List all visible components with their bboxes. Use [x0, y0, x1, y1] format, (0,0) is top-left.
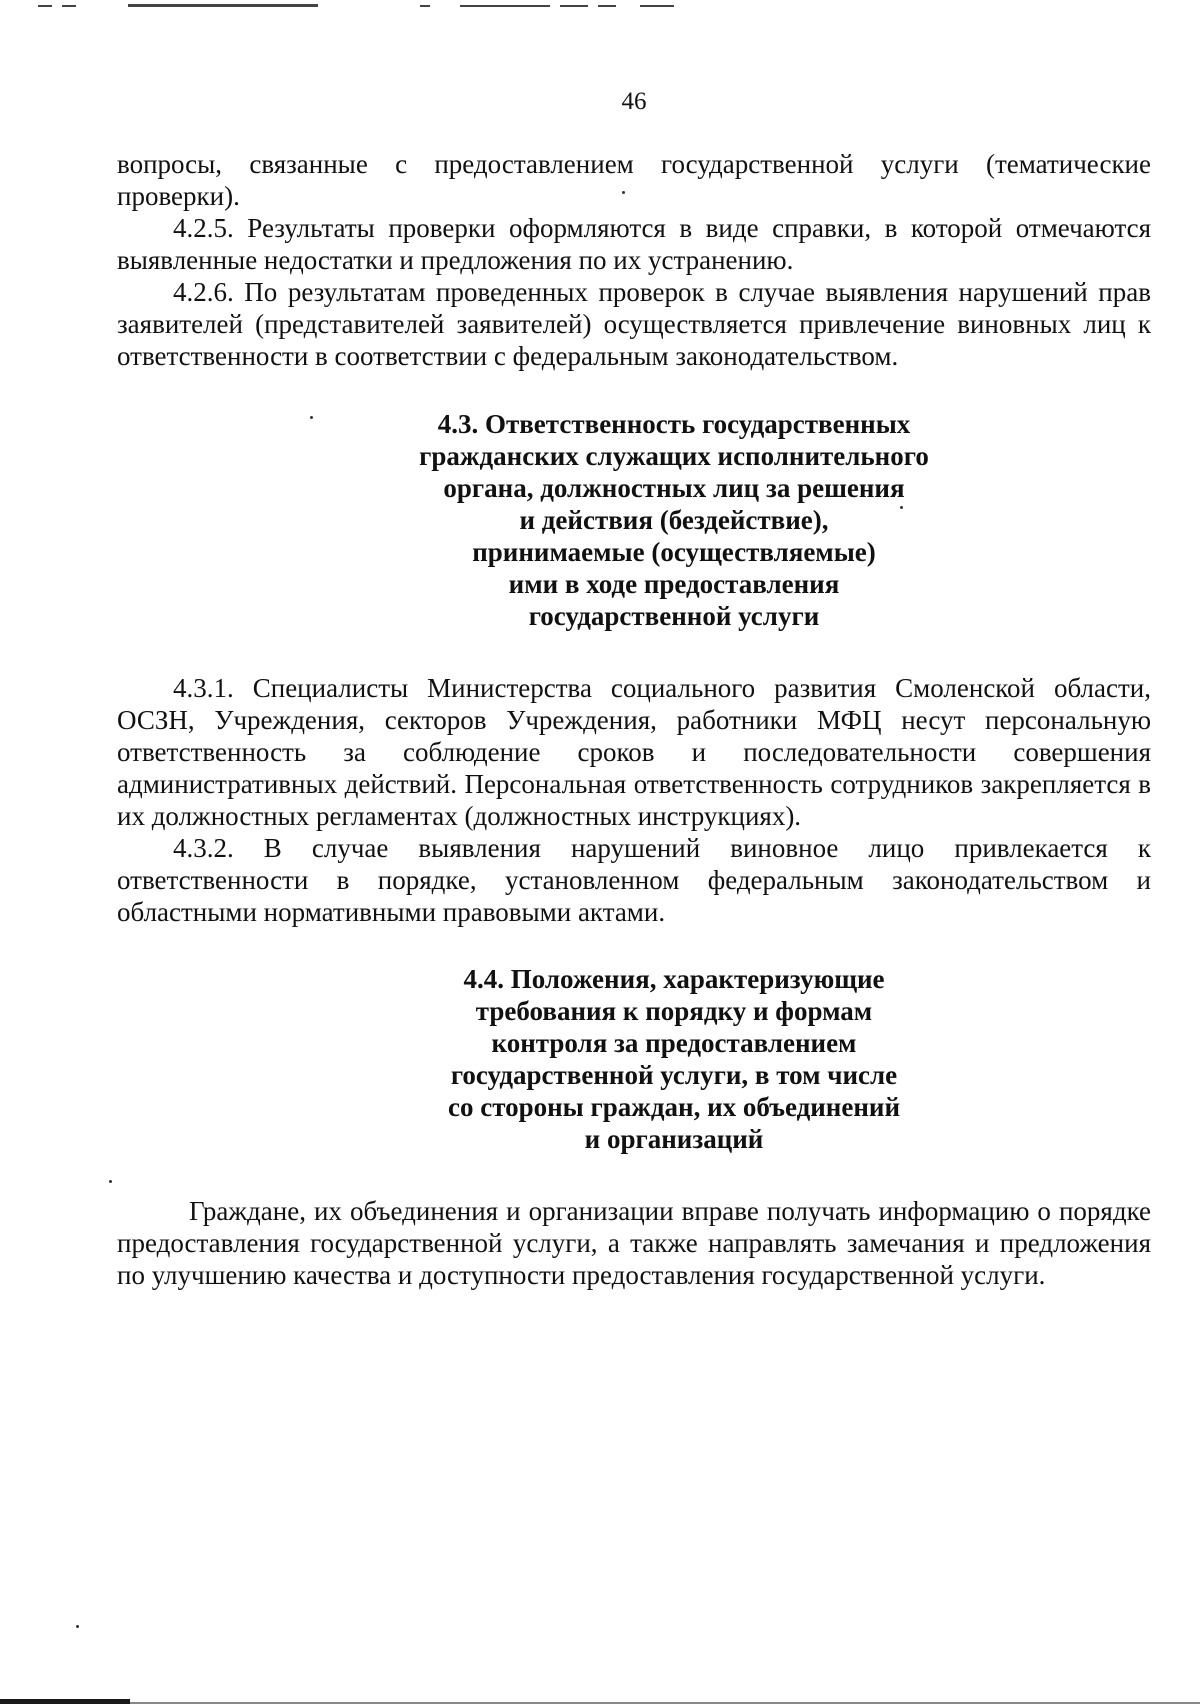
heading-line: ими в ходе предоставления: [508, 569, 840, 599]
heading-line: принимаемые (осуществляемые): [472, 537, 876, 567]
heading-line: органа, должностных лиц за решения: [443, 473, 905, 503]
heading-4-3: [117, 408, 1200, 632]
scan-speck: [109, 1180, 112, 1183]
scan-speck: [900, 506, 903, 509]
paragraph-4-3-2: 4.3.2. В случае выявления нарушений виновное лицо привлекается к ответственности в порядке, установленном федеральным законодательством и областными нормативными правовыми актами.: [117, 833, 1151, 927]
page-number: 46: [621, 88, 647, 115]
paragraph-citizens-rights: Граждане, их объединения и организации вправе получать информацию о порядке предоставления государственной услуги, а также направлять замечания и предложения по улучшению качества и доступности предоставления государственной услуги.: [117, 1196, 1151, 1290]
heading-4-4: [117, 963, 1200, 1155]
scan-speck: [76, 1625, 79, 1628]
heading-line: 4.3. Ответственность государственных: [437, 409, 911, 439]
section-4-3-body: [117, 672, 1151, 928]
heading-line: и действия (бездействие),: [519, 505, 829, 535]
heading-line: и организаций: [584, 1124, 764, 1154]
scan-edge-artifact-top: [0, 0, 1200, 14]
section-4-4-body: [117, 1195, 1151, 1291]
paragraph-4-3-1: 4.3.1. Специалисты Министерства социального развития Смоленской области, ОСЗН, Учреждения, секторов Учреждения, работники МФЦ несут персональную ответственность за соблюдение сроков и последовательности совершения административных действий. Персональная ответственность сотрудников закрепляется в их должностных регламентах (должностных инструкциях).: [117, 673, 1151, 831]
heading-line: государственной услуги, в том числе: [450, 1060, 898, 1090]
section-42-continuation: [117, 148, 1151, 372]
heading-line: государственной услуги: [528, 601, 820, 631]
heading-line: гражданских служащих исполнительного: [419, 441, 929, 471]
paragraph-4-2-6: 4.2.6. По результатам проведенных проверок в случае выявления нарушений прав заявителей (представителей заявителей) осуществляется привлечение виновных лиц к ответственности в соответствии с федеральным законодательством.: [117, 277, 1151, 371]
scan-edge-artifact-bottom: [0, 1695, 1200, 1705]
scan-speck: [310, 416, 313, 419]
heading-line: контроля за предоставлением: [491, 1028, 857, 1058]
paragraph-thematic-checks: вопросы, связанные с предоставлением государственной услуги (тематические проверки).: [117, 149, 1151, 211]
heading-line: 4.4. Положения, характеризующие: [463, 964, 885, 994]
heading-line: требования к порядку и формам: [475, 996, 873, 1026]
paragraph-4-2-5: 4.2.5. Результаты проверки оформляются в виде справки, в которой отмечаются выявленные недостатки и предложения по их устранению.: [117, 213, 1151, 275]
heading-line: со стороны граждан, их объединений: [447, 1092, 901, 1122]
scan-speck: [622, 191, 625, 194]
